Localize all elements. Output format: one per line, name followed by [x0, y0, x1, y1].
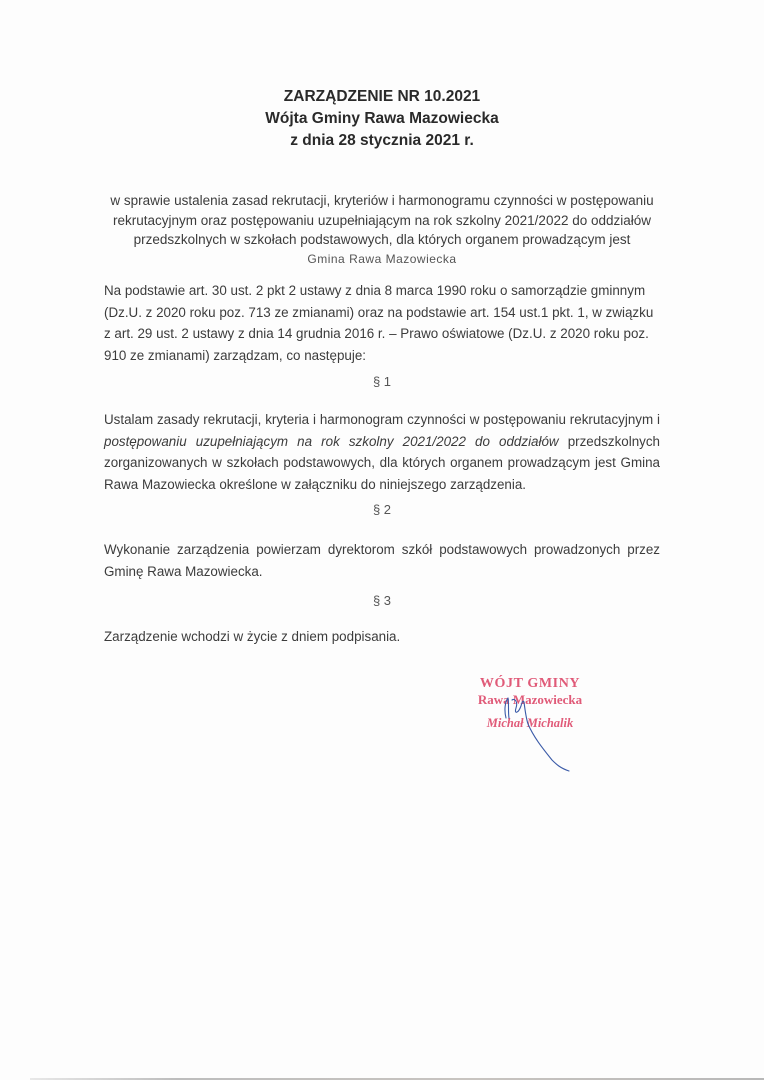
- stamp-title: WÓJT GMINY: [479, 676, 581, 691]
- section-1-text-part: przedszkolnych zorganizowanych w szkołach podstawowych, dla których organem prowadzącym jest Gmina Rawa Mazowiecka określone w załączniku do niniejszego zarządzenia.: [104, 433, 660, 492]
- document-title: [0, 86, 764, 152]
- title-line-ordinance-number: ZARZĄDZENIE NR 10.2021: [283, 88, 481, 105]
- title-line-issuer: Wójta Gminy Rawa Mazowiecka: [265, 110, 499, 127]
- title-line-date: z dnia 28 stycznia 2021 r.: [290, 132, 474, 149]
- subject-line: rekrutacyjnym oraz postępowaniu uzupełniającym na rok szkolny 2021/2022 do oddziałów: [112, 212, 652, 228]
- legal-basis-line: Na podstawie art. 30 ust. 2 pkt 2 ustawy z dnia 8 marca 1990 roku o samorządzie gminnym: [104, 283, 646, 298]
- section-2-text: Wykonanie zarządzenia powierzam dyrektorom szkół podstawowych prowadzonych przez Gminę Rawa Mazowiecka.: [104, 542, 660, 579]
- document-subject: [0, 191, 764, 269]
- section-2-heading: § 2: [372, 502, 392, 517]
- section-1-text: [104, 409, 660, 495]
- handwritten-signature-icon: [468, 688, 588, 773]
- subject-line: Gmina Rawa Mazowiecka: [307, 251, 457, 266]
- section-3-text: Zarządzenie wchodzi w życie z dniem podpisania.: [104, 629, 401, 644]
- subject-line: w sprawie ustalenia zasad rekrutacji, kryteriów i harmonogramu czynności w postępowaniu: [110, 193, 654, 208]
- legal-basis-line: 910 ze zmianami) zarządzam, co następuje:: [104, 347, 366, 363]
- section-1-text-part: Ustalam zasady rekrutacji, kryteria i harmonogram czynności w postępowaniu rekrutacyjnym i: [104, 412, 660, 427]
- stamp-name: Michał Michalik: [486, 716, 574, 730]
- stamp-municipality: Rawa Mazowiecka: [477, 692, 583, 707]
- section-3-heading: § 3: [372, 593, 392, 608]
- legal-basis: [104, 280, 660, 366]
- legal-basis-line: z art. 29 ust. 2 ustawy z dnia 14 grudnia 2016 r. – Prawo oświatowe (Dz.U. z 2020 roku poz.: [104, 326, 649, 341]
- subject-line: przedszkolnych w szkołach podstawowych, dla których organem prowadzącym jest: [133, 232, 631, 247]
- section-1-text-italic: postępowaniu uzupełniającym na rok szkolny 2021/2022 do oddziałów: [104, 433, 559, 449]
- section-1-heading: § 1: [372, 374, 392, 389]
- legal-basis-line: (Dz.U. z 2020 roku poz. 713 ze zmianami) oraz na podstawie art. 154 ust.1 pkt. 1, w związku: [104, 304, 654, 320]
